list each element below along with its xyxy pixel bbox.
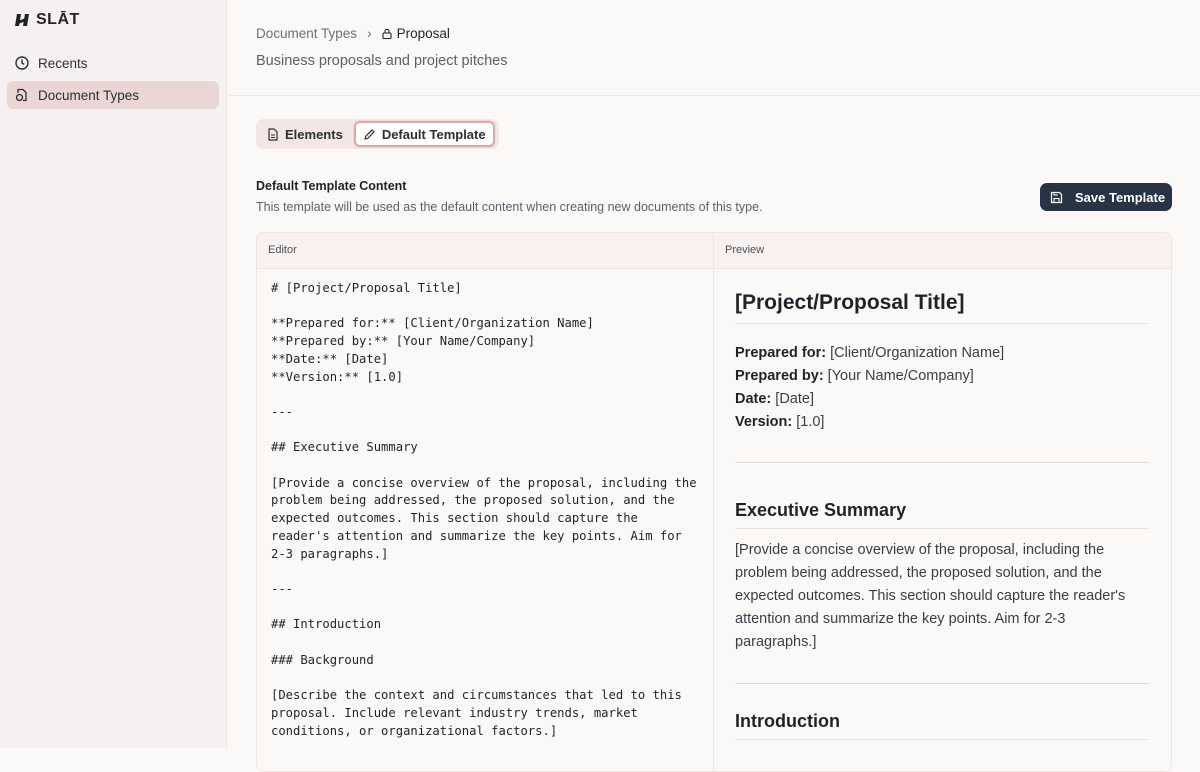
tab-label: Default Template (381, 126, 486, 142)
meta-value: [1.0] (792, 414, 825, 430)
tab-label: Elements (285, 126, 343, 142)
breadcrumb-current: Proposal (396, 26, 450, 41)
preview-heading-executive-summary: Executive Summary (735, 499, 1149, 529)
meta-key: Prepared by: (735, 368, 824, 384)
save-icon (1050, 191, 1063, 204)
divider (735, 462, 1149, 463)
sidebar-item-label: Recents (38, 55, 88, 71)
markdown-editor[interactable]: # [Project/Proposal Title] **Prepared for:** [Client/Organization Name] **Prepared by:** [Your Name/Company] **Date:** [Date] **Version:** [1.0] --- ## Executive Summary [Provide a concise overview of the proposal, including the problem being addressed, the proposed solution, and the expected outcomes. This section should capture the reader's attention and summarize the key points. Aim for 2-3 paragraphs.] --- ## Introduction ### Background [Describe the context and circumstances that led to this proposal. Include relevant industry trends, market conditions, or organizational factors.] (257, 269, 714, 772)
document-icon (267, 128, 279, 141)
sidebar-item-label: Document Types (38, 87, 140, 103)
sidebar-item-document-types[interactable] (7, 81, 219, 109)
divider (735, 683, 1149, 684)
preview-label: Preview (725, 244, 765, 256)
meta-value: [Client/Organization Name] (826, 345, 1005, 361)
preview-paragraph: [Provide a concise overview of the proposal, including the problem being addressed, the proposed solution, and the expected outcomes. This section should capture the reader's attention and summarize the key points. Aim for 2-3 paragraphs.] (735, 542, 1126, 650)
app-name: SLĀT (36, 11, 80, 28)
markdown-preview (714, 269, 1171, 772)
clock-icon (15, 56, 29, 70)
preview-title: [Project/Proposal Title] (735, 291, 1149, 324)
breadcrumb-document-types[interactable]: Document Types (256, 26, 358, 41)
tab-bar (256, 119, 499, 149)
pencil-icon (363, 128, 376, 141)
meta-key: Date: (735, 391, 772, 407)
section-description: This template will be used as the default content when creating new documents of this type. (256, 200, 763, 214)
preview-heading-introduction: Introduction (735, 710, 1149, 740)
logo-icon (14, 13, 30, 27)
template-panel (256, 232, 1172, 772)
meta-value: [Your Name/Company] (823, 368, 974, 384)
breadcrumb (256, 26, 1200, 41)
page-subtitle: Business proposals and project pitches (256, 53, 508, 69)
document-types-icon (15, 88, 29, 102)
save-label: Save Template (1075, 189, 1166, 205)
meta-key: Version: (735, 414, 793, 430)
chevron-right-icon: › (367, 26, 372, 41)
tab-default-template[interactable] (354, 121, 495, 147)
editor-label: Editor (257, 233, 714, 268)
app-logo[interactable] (14, 11, 80, 29)
preview-meta (735, 342, 1149, 434)
sidebar-item-recents[interactable] (7, 49, 219, 77)
meta-value: [Date] (771, 391, 814, 407)
main-content (228, 0, 1200, 748)
sidebar (0, 0, 227, 748)
save-template-button[interactable] (1040, 183, 1172, 211)
meta-key: Prepared for: (735, 345, 827, 361)
tab-elements[interactable] (260, 121, 350, 147)
lock-icon (382, 28, 392, 39)
section-title: Default Template Content (256, 179, 407, 193)
